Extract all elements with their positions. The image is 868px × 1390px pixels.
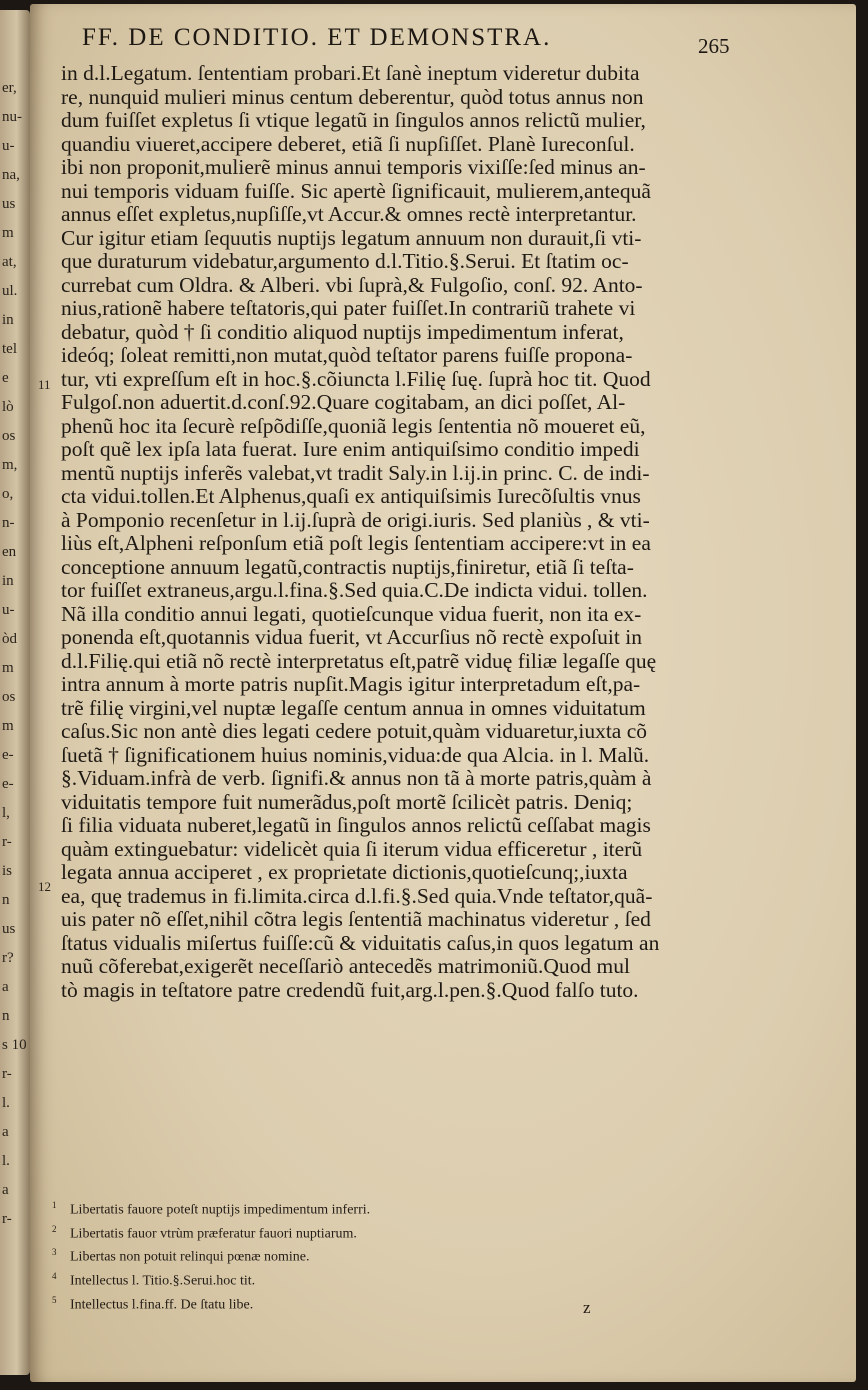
text-line: à Pomponio recenſetur in l.ij.ſuprà de origi.iuris. Sed planiùs , & vti- xyxy=(61,507,650,532)
folio-number: 265 xyxy=(698,34,730,58)
facing-page-fragment: e- xyxy=(2,776,14,792)
facing-page-fragment: tel xyxy=(2,341,17,357)
text-line: ponenda eſt,quotannis vidua fuerit, vt Accurſius nõ rectè expoſuit in xyxy=(61,625,642,649)
facing-page-fragment: m xyxy=(2,225,14,241)
facing-page-fragment: l, xyxy=(2,805,10,821)
facing-page-fragment: n- xyxy=(2,515,15,531)
facing-page-fragment: r? xyxy=(2,950,14,966)
facing-page-fragment: a xyxy=(2,979,9,995)
text-line: nius,rationẽ habere teſtatoris,qui pater fuiſſet.In contrariũ trahete vi xyxy=(61,296,636,320)
text-line: trẽ filię virgini,vel nuptæ legaſſe centum annua in omnes viduitatum xyxy=(61,695,646,720)
note-item xyxy=(52,1291,652,1315)
marginal-notes xyxy=(52,1196,652,1314)
facing-page-fragment: us xyxy=(2,196,16,212)
facing-page-fragment: s 10 xyxy=(2,1037,27,1053)
note-number: 1 xyxy=(52,1200,57,1210)
text-line: caſus.Sic non antè dies legati cedere potuit,quàm viduaretur,iuxta cõ xyxy=(61,719,648,743)
note-text: Libertatis fauor vtrùm præferatur fauori nuptiarum. xyxy=(70,1226,357,1242)
text-line: debatur, quòd † ſi conditio aliquod nuptijs impedimentum inferat, xyxy=(61,319,624,344)
text-line: currebat cum Oldra. & Alberi. vbi ſuprà,& Fulgoſio, conſ. 92. Anto- xyxy=(61,272,643,297)
facing-page-fragment: r- xyxy=(2,834,12,850)
note-item xyxy=(52,1243,652,1267)
text-line: quandiu viueret,accipere deberet, etiã ſi nupſiſſet. Planè Iureconſul. xyxy=(61,131,635,156)
note-number: 5 xyxy=(52,1294,57,1305)
text-line: ſtatus vidualis miſertus fuiſſe:cũ & viduitatis caſus,in quos legatum an xyxy=(61,930,660,955)
note-text: Libertatis fauore poteſt nuptijs impedimentum inferri. xyxy=(70,1202,371,1218)
text-line: liùs eſt,Alpheni reſponſum etiã poſt legis ſententiam accipere:vt in ea xyxy=(61,531,651,555)
facing-page-fragment: at, xyxy=(2,254,17,270)
margin-number-11: 11 xyxy=(38,377,51,392)
signature-mark: z xyxy=(583,1298,591,1317)
note-text: Intellectus l.fina.ff. De ſtatu libe. xyxy=(70,1297,254,1313)
text-line: tor fuiſſet extraneus,argu.l.fina.§.Sed quia.C.De indicta vidui. tollen. xyxy=(61,578,648,602)
text-line: Nã illa conditio annui legati, quotieſcunque vidua fuerit, non ita ex- xyxy=(61,601,642,626)
facing-page-fragment: r- xyxy=(2,1211,12,1227)
text-line: §.Viduam.infrà de verb. ſignifi.& annus non tã à morte patris,quàm à xyxy=(61,766,652,790)
text-line: re, nunquid mulieri minus centum deberentur, quòd totus annus non xyxy=(61,84,644,109)
facing-page-fragment: n xyxy=(2,1008,10,1024)
facing-page-fragment: os xyxy=(2,428,16,444)
text-line: d.l.Filię.qui etiã nõ rectè interpretatus eſt,patrẽ viduę filiæ legaſſe quę xyxy=(61,648,657,673)
margin-number-12: 12 xyxy=(38,879,51,894)
text-line: nuũ cõferebat,exigerẽt neceſſariò antecedẽs matrimoniũ.Quod mul xyxy=(61,954,630,978)
facing-page-fragment: us xyxy=(2,921,16,937)
facing-page-fragment: en xyxy=(2,544,17,560)
text-line: ideóq; ſoleat remitti,non mutat,quòd teſtator parens fuiſſe proponа- xyxy=(61,343,633,367)
text-line: intra annum à morte patris nupſit.Magis igitur interpretadum eſt,pa- xyxy=(61,672,641,696)
text-line: tò magis in teſtatore patre credendũ fuit,arg.l.pen.§.Quod falſo tuto. xyxy=(61,977,639,1002)
body-text xyxy=(61,62,749,1002)
facing-page-fragment: e- xyxy=(2,747,14,763)
text-line: Cur igitur etiam ſequutis nuptijs legatum annuum non durauit,ſi vti- xyxy=(61,225,642,250)
note-text: Libertas non potuit relinqui pœnæ nomine. xyxy=(70,1249,310,1265)
facing-page-fragment: is xyxy=(2,863,13,879)
text-line: quàm extinguebatur: videlicèt quia ſi iterum vidua efficeretur , iterũ xyxy=(61,836,643,861)
facing-page-fragment: a xyxy=(2,1124,9,1140)
text-line: phenũ hoc ita ſecurè reſpõdiſſe,quoniã legis ſententia nõ moueret eũ, xyxy=(61,413,646,438)
facing-page-edge xyxy=(0,10,30,1375)
facing-page-fragment: ul. xyxy=(2,283,18,299)
text-line: que duraturum videbatur,argumento d.l.Titio.§.Serui. Et ſtatim oc- xyxy=(61,249,629,273)
text-line: dum fuiſſet expletus ſi vtique legatũ in ſingulos annos relictũ mulier, xyxy=(61,108,646,132)
note-item xyxy=(52,1267,652,1291)
facing-page-fragment: l. xyxy=(2,1095,10,1111)
facing-page-fragment: e xyxy=(2,370,9,386)
facing-page-fragment: lò xyxy=(2,399,14,415)
text-line: ea, quę trademus in fi.limita.circa d.l.fi.§.Sed quia.Vnde teſtator,quã- xyxy=(61,883,653,908)
facing-page-fragment: nu- xyxy=(2,109,22,125)
text-line: legata annua acciperet , ex proprietate dictionis,quotieſcunq;,iuxta xyxy=(61,860,628,884)
note-number: 4 xyxy=(52,1270,57,1281)
text-line: ſuetã † ſignificationem huius nominis,vidua:de qua Alcia. in l. Malũ. xyxy=(61,742,650,767)
text-line: conceptione annuum legatũ,contractis nuptijs,finiretur, etiã ſi teſta- xyxy=(61,554,634,579)
text-line: Fulgoſ.non aduertit.d.conſ.92.Quare cogitabam, an dici poſſet, Al- xyxy=(61,390,626,414)
text-line: tur, vti expreſſum eſt in hoc.§.cõiuncta l.Filię ſuę. ſuprà hoc tit. Quod xyxy=(61,366,651,391)
facing-page-fragment: er, xyxy=(2,80,17,96)
text-line: ſi filia viduata nuberet,legatũ in ſingulos annos relictũ ceſſabat magis xyxy=(61,813,651,837)
text-line: annus eſſet expletus,nupſiſſe,vt Accur.& omnes rectè interpretantur. xyxy=(61,202,637,226)
note-number: 2 xyxy=(52,1223,57,1234)
note-text: Intellectus l. Titio.§.Serui.hoc tit. xyxy=(70,1273,256,1289)
book-page xyxy=(30,4,856,1382)
facing-page-fragment: r- xyxy=(2,1066,12,1082)
facing-page-fragment: u- xyxy=(2,138,15,154)
note-item xyxy=(52,1220,652,1244)
text-line: mentũ nuptijs inferẽs valebat,vt tradit Saly.in l.ij.in princ. C. de indi- xyxy=(61,460,650,485)
note-item xyxy=(52,1196,652,1220)
text-line: poſt quẽ lex ipſa lata fuerat. Iure enim antiquiſsimo conditio impedi xyxy=(61,437,640,461)
facing-page-fragment: in xyxy=(2,573,14,589)
running-head: FF. DE CONDITIO. ET DEMONSTRA. xyxy=(82,24,552,51)
facing-page-fragment: a xyxy=(2,1182,9,1198)
facing-page-fragment: m xyxy=(2,718,14,734)
text-line: ibi non proponit,mulierẽ minus annui temporis vixiſſe:ſed minus an- xyxy=(61,155,646,179)
text-line: in d.l.Legatum. ſententiam probari.Et ſanè ineptum videretur dubita xyxy=(61,61,640,85)
facing-page-fragment: u- xyxy=(2,602,15,618)
text-line: nui temporis viduam fuiſſe. Sic apertè ſignificauit, mulierem,antequã xyxy=(61,178,651,203)
facing-page-fragment: in xyxy=(2,312,14,328)
facing-page-fragment: o, xyxy=(2,486,14,502)
note-number: 3 xyxy=(52,1247,57,1258)
text-line: cta vidui.tollen.Et Alphenus,quaſi ex antiquiſsimis Iurecõſultis vnus xyxy=(61,484,641,508)
text-line: uis pater nõ eſſet,nihil cõtra legis ſententiã machinatus videretur , ſed xyxy=(61,907,651,931)
facing-page-fragment: n xyxy=(2,892,10,908)
facing-page-fragment: m, xyxy=(2,457,18,473)
facing-page-fragment: os xyxy=(2,689,16,705)
facing-page-fragment: na, xyxy=(2,167,20,183)
text-line: viduitatis tempore fuit numerãdus,poſt mortẽ ſcilicèt patris. Deniq; xyxy=(61,789,633,814)
facing-page-fragment: m xyxy=(2,660,14,676)
facing-page-fragment: l. xyxy=(2,1153,10,1169)
facing-page-fragment: òd xyxy=(2,631,17,647)
